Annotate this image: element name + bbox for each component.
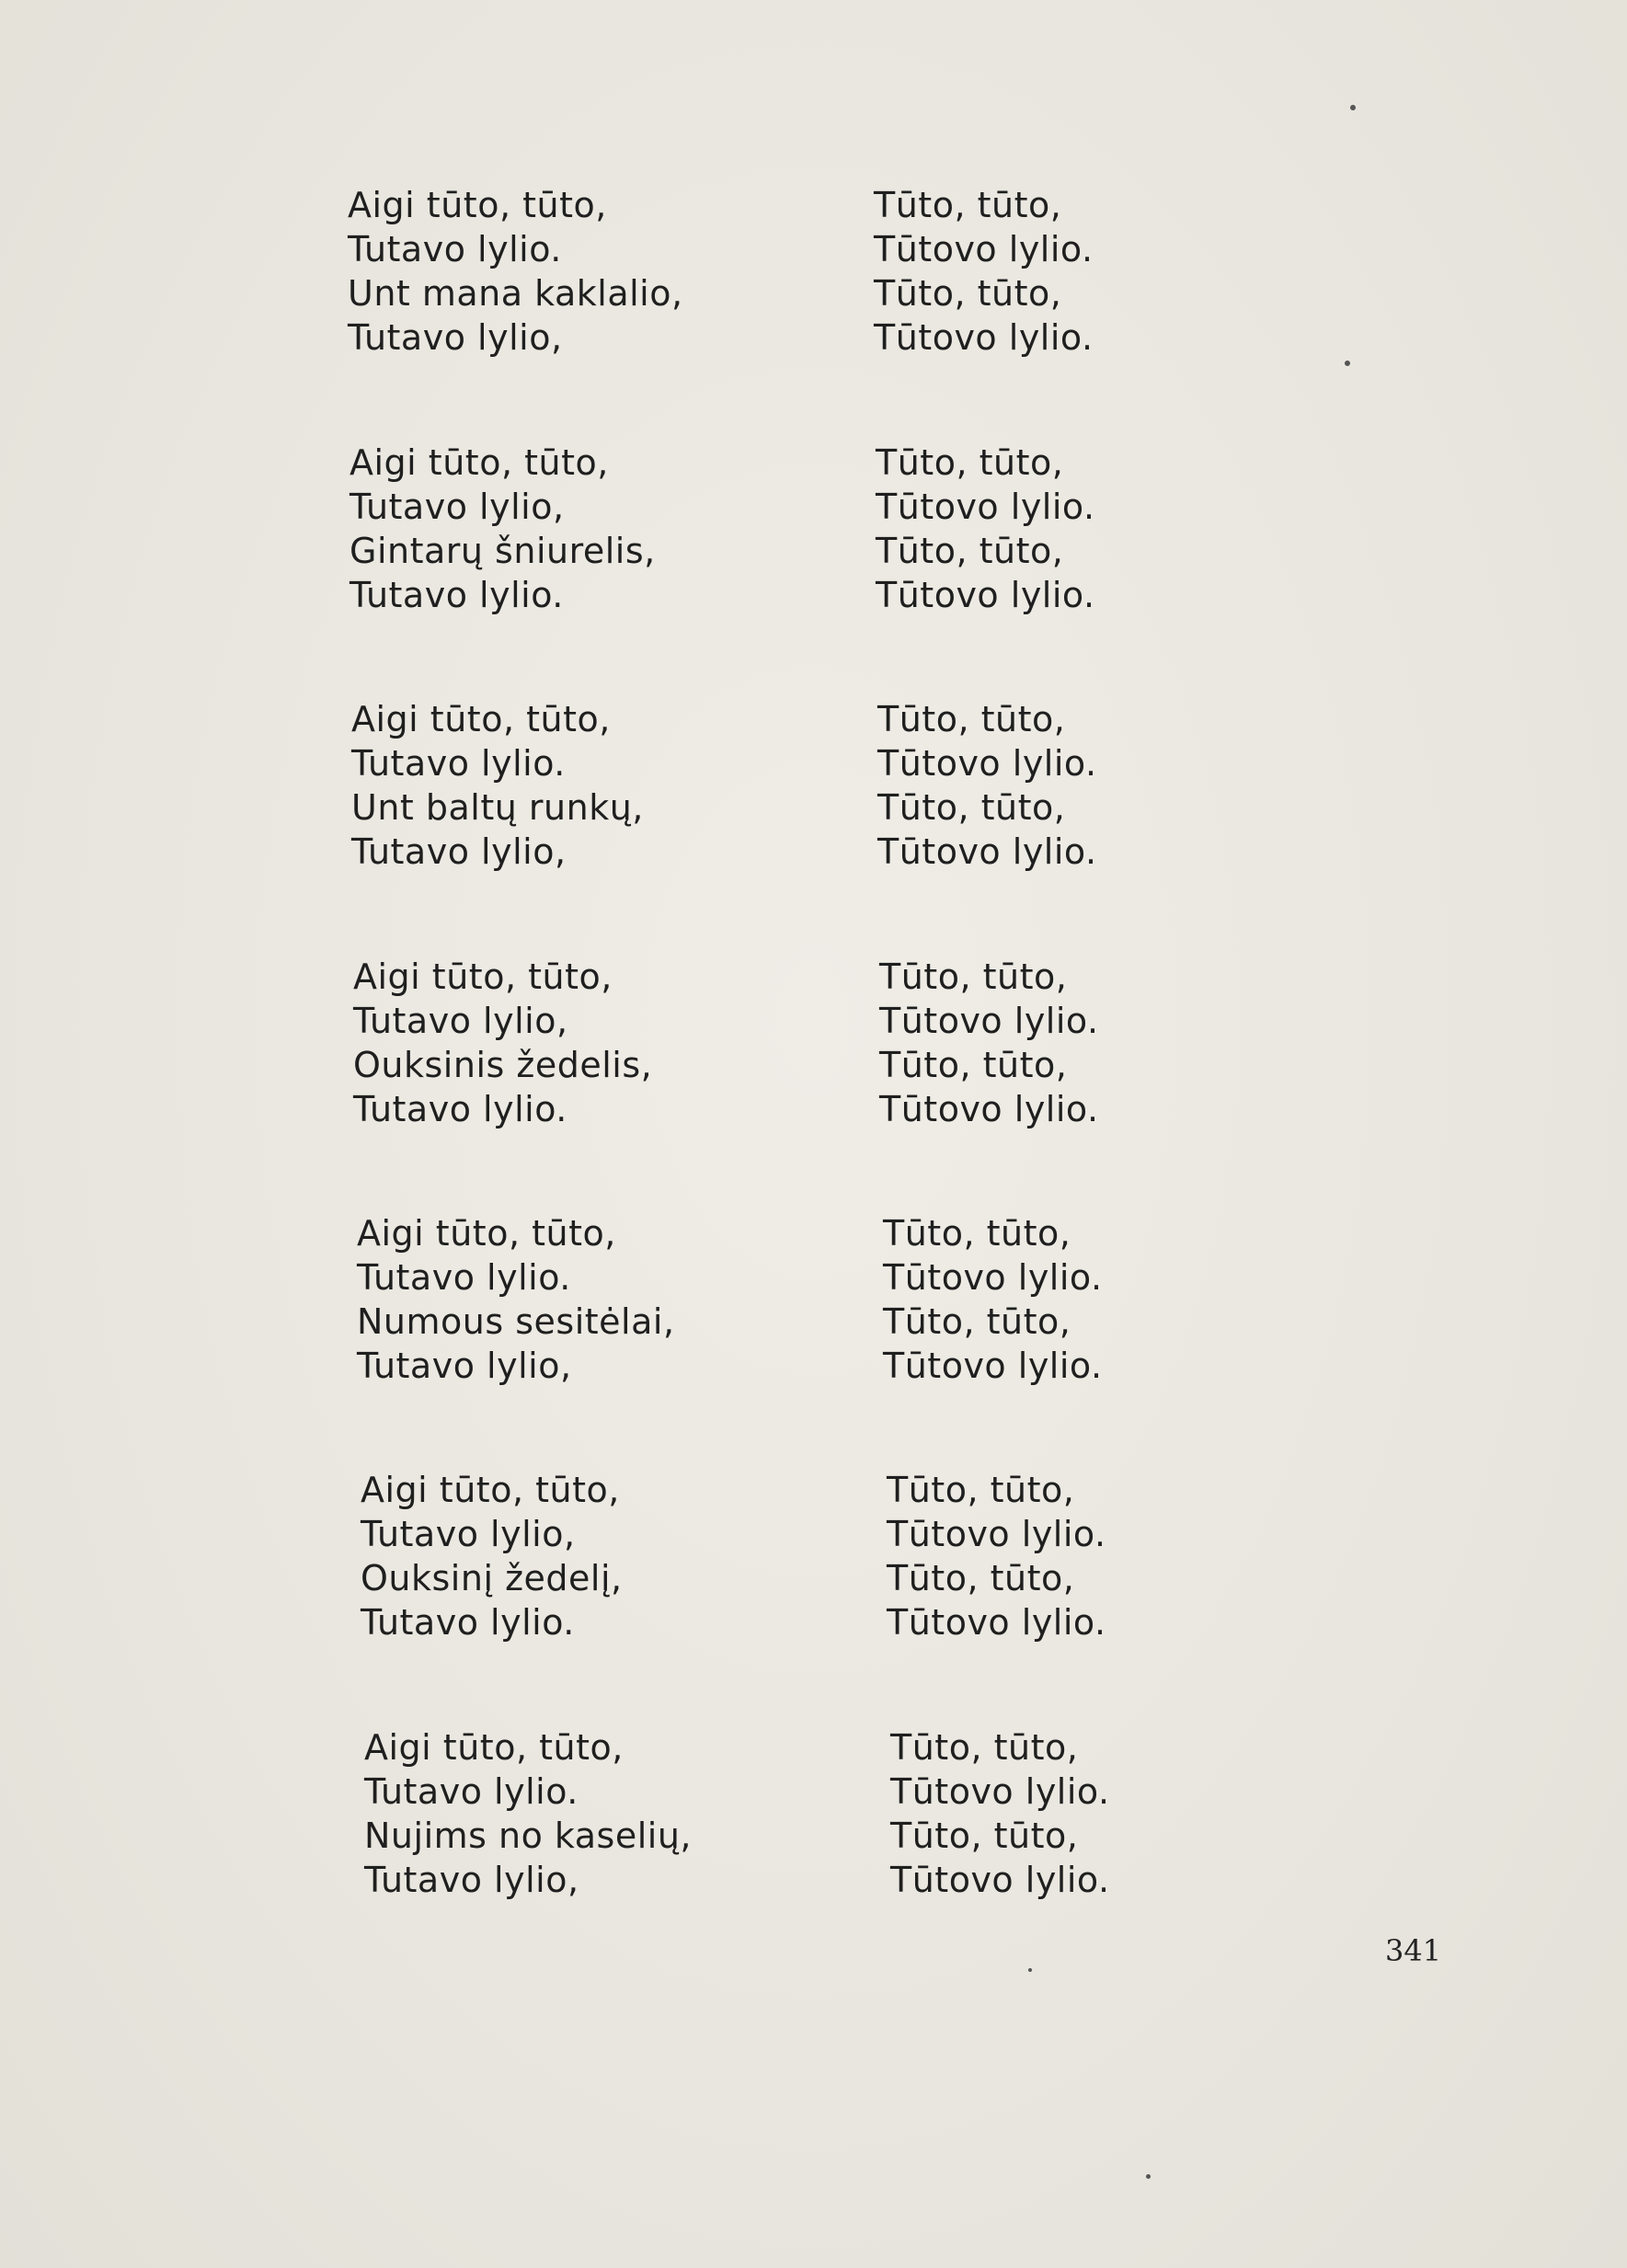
refrain-line: Tūto, tūto,: [876, 531, 1064, 571]
stanza-2: [349, 441, 1545, 624]
scan-speck: [1350, 105, 1356, 110]
stanza-3-left-column: [351, 697, 644, 874]
stanza-5-left-column: [357, 1211, 675, 1388]
verse-line: Tutavo lylio,: [353, 1001, 568, 1041]
verse-line: Tutavo lylio.: [349, 575, 564, 615]
stanza-4-right-column: [879, 955, 1099, 1131]
verse-line: Tutavo lylio.: [351, 743, 566, 784]
refrain-line: Tūto, tūto,: [890, 1816, 1079, 1856]
stanza-4: [353, 955, 1549, 1139]
stanza-6-left-column: [361, 1468, 623, 1644]
refrain-line: Tūto, tūto,: [887, 1470, 1075, 1510]
verse-line: Ouksinis žedelis,: [353, 1045, 653, 1085]
verse-line: Aigi tūto, tūto,: [364, 1727, 624, 1768]
refrain-line: Tūto, tūto,: [890, 1727, 1079, 1768]
stanza-7: [364, 1725, 1560, 1909]
refrain-line: Tūto, tūto,: [879, 956, 1068, 997]
verse-line: Numous sesitėlai,: [357, 1301, 675, 1342]
refrain-line: Tūto, tūto,: [879, 1045, 1068, 1085]
refrain-line: Tūto, tūto,: [876, 442, 1064, 483]
verse-line: Nujims no kaselių,: [364, 1816, 693, 1856]
verse-line: Tutavo lylio,: [364, 1860, 579, 1900]
refrain-line: Tūtovo lylio.: [874, 317, 1094, 358]
stanza-6-right-column: [887, 1468, 1106, 1644]
scan-speck: [1345, 361, 1350, 366]
stanza-2-right-column: [876, 441, 1095, 617]
verse-line: Tutavo lylio,: [349, 487, 565, 527]
stanza-1: [348, 183, 1543, 367]
refrain-line: Tūto, tūto,: [877, 787, 1066, 828]
verse-line: Gintarų šniurelis,: [349, 531, 656, 571]
verse-line: Tutavo lylio,: [348, 317, 563, 358]
verse-line: Aigi tūto, tūto,: [348, 185, 607, 225]
verse-line: Aigi tūto, tūto,: [351, 699, 611, 739]
refrain-line: Tūtovo lylio.: [879, 1001, 1099, 1041]
stanza-1-right-column: [874, 183, 1094, 360]
verse-line: Aigi tūto, tūto,: [361, 1470, 620, 1510]
refrain-line: Tūtovo lylio.: [874, 229, 1094, 269]
verse-line: Ouksinį žedelį,: [361, 1558, 623, 1598]
verse-line: Tutavo lylio,: [361, 1514, 576, 1554]
scan-speck: [1146, 2174, 1151, 2179]
verse-line: Aigi tūto, tūto,: [353, 956, 613, 997]
verse-line: Tutavo lylio.: [348, 229, 562, 269]
stanza-4-left-column: [353, 955, 652, 1131]
refrain-line: Tūto, tūto,: [874, 185, 1062, 225]
verse-line: Tutavo lylio.: [364, 1771, 579, 1812]
verse-line: Aigi tūto, tūto,: [357, 1213, 616, 1254]
page-number: 341: [1385, 1933, 1442, 1968]
verse-line: Tutavo lylio.: [353, 1089, 567, 1129]
refrain-line: Tūto, tūto,: [874, 273, 1062, 314]
verse-line: Tutavo lylio,: [351, 831, 567, 872]
stanza-3-right-column: [877, 697, 1097, 874]
refrain-line: Tūtovo lylio.: [877, 743, 1097, 784]
verse-line: Unt baltų runkų,: [351, 787, 644, 828]
refrain-line: Tūto, tūto,: [883, 1213, 1071, 1254]
refrain-line: Tūtovo lylio.: [890, 1771, 1110, 1812]
refrain-line: Tūto, tūto,: [887, 1558, 1075, 1598]
scan-speck: [1028, 1968, 1032, 1972]
refrain-line: Tūtovo lylio.: [890, 1860, 1110, 1900]
refrain-line: Tūtovo lylio.: [887, 1514, 1106, 1554]
refrain-line: Tūtovo lylio.: [879, 1089, 1099, 1129]
stanza-5: [357, 1211, 1553, 1395]
verse-line: Tutavo lylio,: [357, 1346, 572, 1386]
verse-line: Tutavo lylio.: [357, 1257, 571, 1298]
refrain-line: Tūtovo lylio.: [876, 487, 1095, 527]
refrain-line: Tūtovo lylio.: [876, 575, 1095, 615]
stanza-7-right-column: [890, 1725, 1110, 1902]
refrain-line: Tūtovo lylio.: [883, 1346, 1103, 1386]
refrain-line: Tūto, tūto,: [877, 699, 1066, 739]
stanza-3: [351, 697, 1547, 881]
stanza-7-left-column: [364, 1725, 692, 1902]
refrain-line: Tūto, tūto,: [883, 1301, 1071, 1342]
stanza-6: [361, 1468, 1556, 1652]
refrain-line: Tūtovo lylio.: [877, 831, 1097, 872]
refrain-line: Tūtovo lylio.: [887, 1602, 1106, 1643]
stanza-1-left-column: [348, 183, 683, 360]
refrain-line: Tūtovo lylio.: [883, 1257, 1103, 1298]
stanza-5-right-column: [883, 1211, 1103, 1388]
verse-line: Tutavo lylio.: [361, 1602, 575, 1643]
verse-line: Aigi tūto, tūto,: [349, 442, 609, 483]
verse-line: Unt mana kaklalio,: [348, 273, 683, 314]
stanza-2-left-column: [349, 441, 656, 617]
